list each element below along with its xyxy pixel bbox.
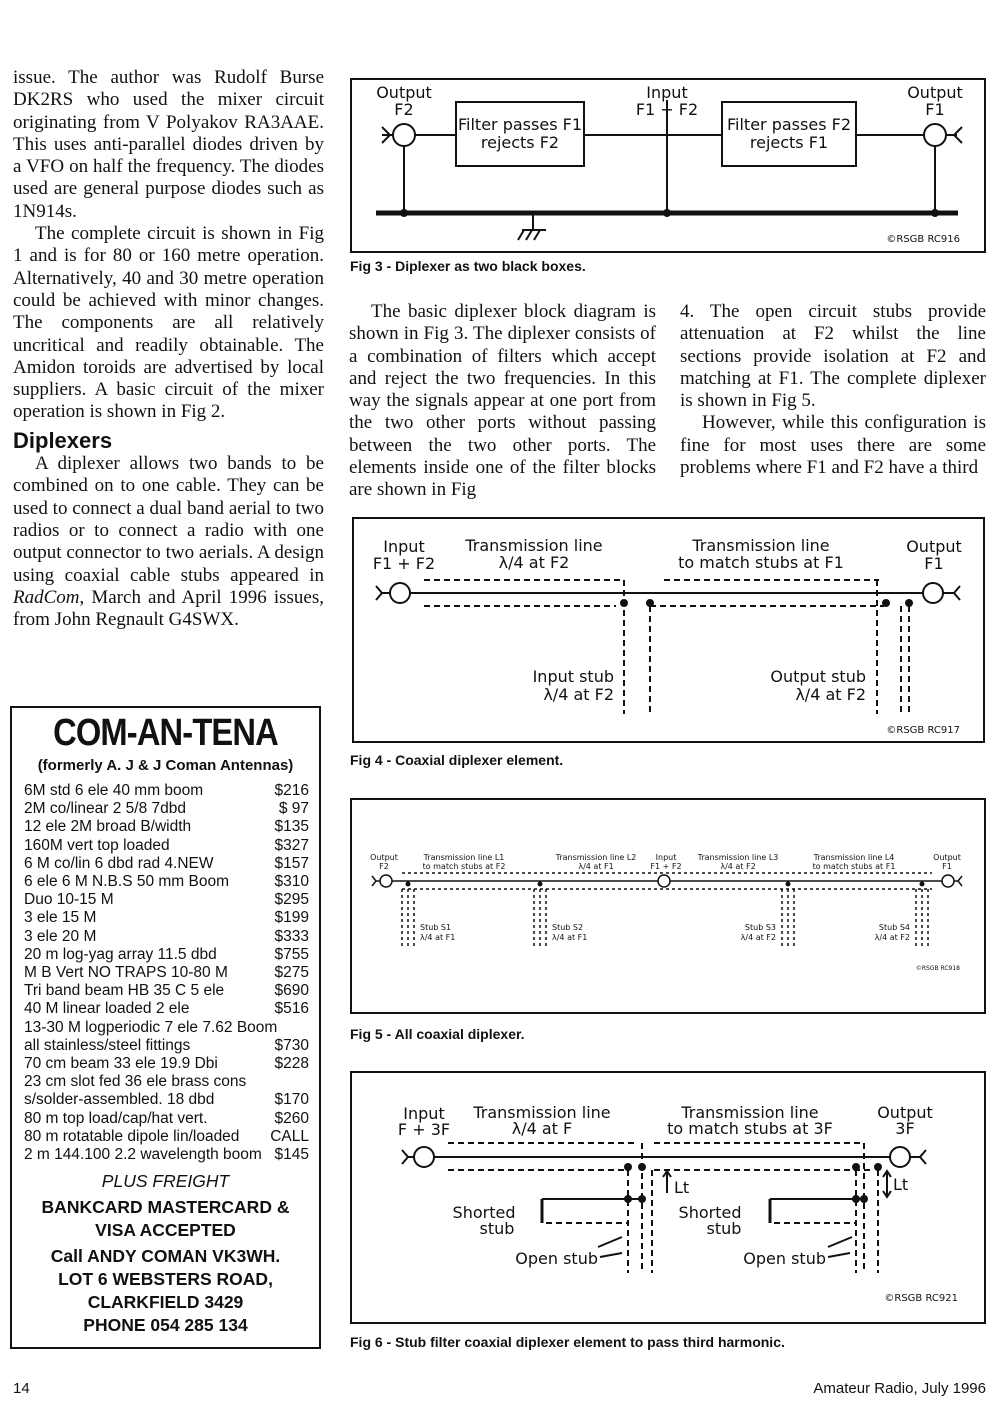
ad-item-price: $516	[274, 1000, 309, 1018]
ad-item-name: M B Vert NO TRAPS 10-80 M	[24, 964, 228, 982]
fig3-output-f1-label: Output	[907, 83, 963, 102]
fig4-diagram	[354, 519, 983, 741]
ad-item-name: 2 m 144.100 2.2 wavelength boom	[24, 1146, 262, 1164]
fig3-box1-line1: Filter passes F1	[458, 115, 582, 134]
fig4-input-label: Input	[383, 537, 425, 556]
fig5-s2-label: Stub S2	[552, 923, 584, 932]
ad-item-name: 80 m top load/cap/hat vert.	[24, 1109, 208, 1127]
fig5-s4-desc: λ/4 at F2	[874, 933, 910, 942]
fig5-l4-desc: to match stubs at F1	[812, 862, 896, 871]
fig3-box1-line2: rejects F2	[480, 133, 560, 152]
ad-item-price: $135	[274, 818, 309, 836]
fig6-shorted-stub-1: stub	[479, 1219, 515, 1238]
ad-item-price: $730	[274, 1036, 309, 1054]
fig4-output-stub-label: Output stub	[770, 667, 866, 686]
left-para-2: The complete circuit is shown in Fig 1 and is for 80 or 160 metre operation. Alternatively, 40 and 30 metre operation could be achieved with minor changes. The components are all relatively uncritical and readily obtainable. The Amidon toroids are advertised by local suppliers. A basic circuit of the mixer operation is shown in Fig 2.	[13, 223, 324, 423]
fig4-copyright: ©RSGB RC917	[886, 725, 960, 736]
fig5-caption: Fig 5 - All coaxial diplexer.	[350, 1026, 525, 1042]
ad-item-row	[24, 1073, 309, 1091]
fig3-box2-line1: Filter passes F2	[727, 115, 851, 134]
middle-para-2: 4. The open circuit stubs provide attenuation at F2 whilst the line sections provide isolation at F2 and matching at F1. The complete diplexer is shown in Fig 5.	[680, 301, 986, 412]
fig4-tl2-label: Transmission line	[692, 536, 830, 555]
ad-item-price: $295	[274, 891, 309, 909]
fig4-output-stub-freq: λ/4 at F2	[795, 685, 866, 704]
fig6-open-stub-1: Open stub	[515, 1249, 598, 1268]
ad-item-price: $145	[274, 1146, 309, 1164]
fig6-diagram	[352, 1073, 984, 1322]
fig3-copyright: ©RSGB RC916	[886, 234, 960, 245]
ad-item-row	[24, 837, 309, 855]
fig3-output-f1-freq: F1	[925, 100, 945, 119]
fig5-s1-desc: λ/4 at F1	[420, 933, 456, 942]
fig6-shorted-label-1: Shorted	[452, 1203, 516, 1222]
fig6-shorted-stub-2: stub	[706, 1219, 742, 1238]
fig4-input-freq: F1 + F2	[372, 554, 436, 573]
fig5-s3-label: Stub S3	[744, 923, 776, 932]
ad-item-price: $310	[274, 873, 309, 891]
ad-subtitle: (formerly A. J & J Coman Antennas)	[37, 757, 294, 774]
ad-item-name: 6 ele 6 M N.B.S 50 mm Boom	[24, 873, 230, 891]
ad-price-list	[24, 782, 309, 1164]
ad-item-name: s/solder-assembled. 18 dbd	[24, 1091, 215, 1109]
fig3-output-f2-label: Output	[376, 83, 432, 102]
fig6-tl1-freq: λ/4 at F	[511, 1119, 573, 1138]
ad-item-name: 6 M co/lin 6 dbd rad 4.NEW	[24, 854, 214, 872]
fig5-in-label: Input	[655, 853, 677, 862]
fig6-output-label: Output	[877, 1103, 933, 1122]
ad-item-price: $ 97	[278, 800, 309, 818]
left-para-3: A diplexer allows two bands to be combined on to one cable. They can be used to connect a dual band aerial to two radios or to connect a radio with one output connector to two aerials. A design using coaxial cable stubs appeared in RadCom, March and April 1996 issues, from John Regnault G4SWX.	[13, 453, 324, 631]
fig5-l1-label: Transmission line L1	[423, 853, 505, 862]
section-heading-diplexers: Diplexers	[13, 427, 113, 453]
fig4-caption: Fig 4 - Coaxial diplexer element.	[350, 752, 564, 768]
fig5-diagram	[352, 800, 984, 1012]
ad-item-name: 3 ele 15 M	[24, 909, 97, 927]
fig6-input-freq: F + 3F	[397, 1120, 451, 1139]
fig5-out-f2-freq: F2	[379, 862, 389, 871]
fig5-in-freq: F1 + F2	[650, 862, 682, 871]
fig6-shorted-label-2: Shorted	[678, 1203, 742, 1222]
ad-item-row	[24, 891, 309, 909]
fig4-tl1-freq: λ/4 at F2	[498, 553, 570, 572]
ad-item-row	[24, 1000, 309, 1018]
fig5-s4-label: Stub S4	[878, 923, 910, 932]
fig6-output-freq: 3F	[895, 1119, 915, 1138]
fig3-caption: Fig 3 - Diplexer as two black boxes.	[350, 258, 586, 274]
fig4-tl2-freq: to match stubs at F1	[678, 553, 844, 572]
ad-item-name: 3 ele 20 M	[24, 927, 97, 945]
left-column	[13, 67, 324, 631]
ad-item-price: CALL	[270, 1127, 309, 1145]
ad-item-row	[24, 1019, 309, 1037]
ad-item-price: $157	[274, 854, 309, 872]
middle-para-3: However, while this configuration is fine for most uses there are some problems where F1 and F2 have a third	[680, 412, 986, 479]
fig3-box	[350, 78, 986, 253]
ad-item-name: 20 m log-yag array 11.5 dbd	[24, 945, 217, 963]
ad-item-name: 6M std 6 ele 40 mm boom	[24, 782, 204, 799]
radcom-title: RadCom	[13, 586, 80, 608]
fig5-s2-desc: λ/4 at F1	[552, 933, 588, 942]
ad-item-price: $327	[274, 836, 309, 854]
ad-address-line1: LOT 6 WEBSTERS ROAD,	[58, 1269, 273, 1290]
fig5-out-f1-freq: F1	[942, 862, 952, 871]
page-number: 14	[13, 1380, 30, 1397]
fig5-box	[350, 798, 986, 1014]
fig3-input-freq: F1 + F2	[635, 100, 699, 119]
fig3-output-f2-freq: F2	[394, 100, 414, 119]
ad-item-price: $228	[274, 1055, 309, 1073]
ad-item-price: $170	[274, 1091, 309, 1109]
fig6-input-label: Input	[403, 1104, 445, 1123]
ad-item-row	[24, 873, 309, 891]
fig5-out-f1-label: Output	[933, 853, 961, 862]
fig5-l1-desc: to match stubs at F2	[422, 862, 506, 871]
fig6-caption: Fig 6 - Stub filter coaxial diplexer element to pass third harmonic.	[350, 1334, 785, 1350]
ad-item-name: 2M co/linear 2 5/8 7dbd	[24, 800, 186, 818]
ad-item-row	[24, 800, 309, 818]
fig5-l4-label: Transmission line L4	[813, 853, 895, 862]
ad-call-line: Call ANDY COMAN VK3WH.	[50, 1246, 281, 1267]
ad-item-name: 80 m rotatable dipole lin/loaded	[24, 1127, 240, 1145]
ad-bankcard-line2: VISA ACCEPTED	[95, 1220, 236, 1241]
ad-item-row	[24, 1146, 309, 1164]
fig6-lt-label-1: Lt	[674, 1178, 690, 1197]
ad-item-price: $199	[274, 909, 309, 927]
fig4-tl1-label: Transmission line	[465, 536, 603, 555]
ad-item-name: 23 cm slot fed 36 ele brass cons	[24, 1073, 247, 1091]
ad-item-row	[24, 855, 309, 873]
fig6-copyright: ©RSGB RC921	[884, 1293, 958, 1304]
fig5-s1-label: Stub S1	[420, 923, 452, 932]
fig4-output-freq: F1	[924, 554, 944, 573]
ad-bankcard-line1: BANKCARD MASTERCARD &	[41, 1197, 290, 1218]
fig3-box2-line2: rejects F1	[749, 133, 829, 152]
ad-plus-freight: PLUS FREIGHT	[101, 1171, 230, 1192]
ad-item-row	[24, 928, 309, 946]
middle-para-1: The basic diplexer block diagram is shown in Fig 3. The diplexer consists of a combination of filters which accept and reject the two frequencies. In this way the signals appear at one port from the two other ports without passing between the two other ports. The elements inside one of the filter blocks are shown in Fig	[349, 301, 656, 501]
fig5-l3-desc: λ/4 at F2	[720, 862, 756, 871]
fig6-open-stub-2: Open stub	[743, 1249, 826, 1268]
fig3-input-label: Input	[646, 83, 688, 102]
middle-text-col2	[680, 301, 986, 479]
left-para-1: issue. The author was Rudolf Burse DK2RS who used the mixer circuit originating from V Polyakov RA3AAE. This uses anti-parallel diodes driven by a VFO on half the frequency. The diodes used are general purpose diodes such as 1N914s.	[13, 67, 324, 222]
fig5-l2-label: Transmission line L2	[555, 853, 637, 862]
fig5-l3-label: Transmission line L3	[697, 853, 779, 862]
ad-item-row	[24, 909, 309, 927]
fig6-tl2-label: Transmission line	[681, 1103, 819, 1122]
ad-item-name: 40 M linear loaded 2 ele	[24, 1000, 190, 1018]
ad-item-price: $690	[274, 982, 309, 1000]
fig4-input-stub-label: Input stub	[532, 667, 614, 686]
ad-item-name: Tri band beam HB 35 C 5 ele	[24, 982, 225, 1000]
ad-item-price: $216	[274, 782, 309, 799]
ad-item-row	[24, 1091, 309, 1109]
com-an-tena-advert	[10, 706, 321, 1349]
ad-item-row	[24, 1037, 309, 1055]
middle-text-col1	[349, 301, 656, 502]
fig3-diagram	[352, 80, 984, 251]
ad-item-row	[24, 1128, 309, 1146]
ad-item-price: $275	[274, 964, 309, 982]
ad-item-name: 12 ele 2M broad B/width	[24, 818, 192, 836]
ad-item-price: $755	[274, 945, 309, 963]
ad-item-row	[24, 782, 309, 800]
fig5-copyright: ©RSGB RC918	[915, 965, 960, 972]
fig6-tl1-label: Transmission line	[473, 1103, 611, 1122]
fig6-tl2-freq: to match stubs at 3F	[667, 1119, 833, 1138]
fig5-s3-desc: λ/4 at F2	[740, 933, 776, 942]
fig5-l2-desc: λ/4 at F1	[578, 862, 614, 871]
ad-item-name: Duo 10-15 M	[24, 891, 114, 909]
ad-phone: PHONE 054 285 134	[83, 1315, 248, 1336]
fig6-lt-label-2: Lt	[893, 1175, 909, 1194]
ad-title: COM-AN-TENA	[53, 712, 278, 754]
ad-item-name: 160M vert top loaded	[24, 836, 170, 854]
ad-item-price: $333	[274, 927, 309, 945]
ad-item-price: $260	[274, 1109, 309, 1127]
ad-item-row	[24, 818, 309, 836]
ad-item-row	[24, 1110, 309, 1128]
ad-item-name: 13-30 M logperiodic 7 ele 7.62 Boom	[24, 1018, 278, 1036]
ad-address-line2: CLARKFIELD 3429	[87, 1292, 244, 1313]
magazine-footer: Amateur Radio, July 1996	[813, 1380, 986, 1397]
fig4-output-label: Output	[906, 537, 962, 556]
fig4-box	[352, 517, 985, 743]
ad-item-name: 70 cm beam 33 ele 19.9 Dbi	[24, 1055, 218, 1073]
fig6-box	[350, 1071, 986, 1324]
ad-item-row	[24, 946, 309, 964]
fig4-input-stub-freq: λ/4 at F2	[543, 685, 614, 704]
ad-item-row	[24, 964, 309, 982]
ad-item-name: all stainless/steel fittings	[24, 1036, 191, 1054]
fig5-out-f2-label: Output	[370, 853, 398, 862]
ad-item-row	[24, 982, 309, 1000]
ad-item-row	[24, 1055, 309, 1073]
